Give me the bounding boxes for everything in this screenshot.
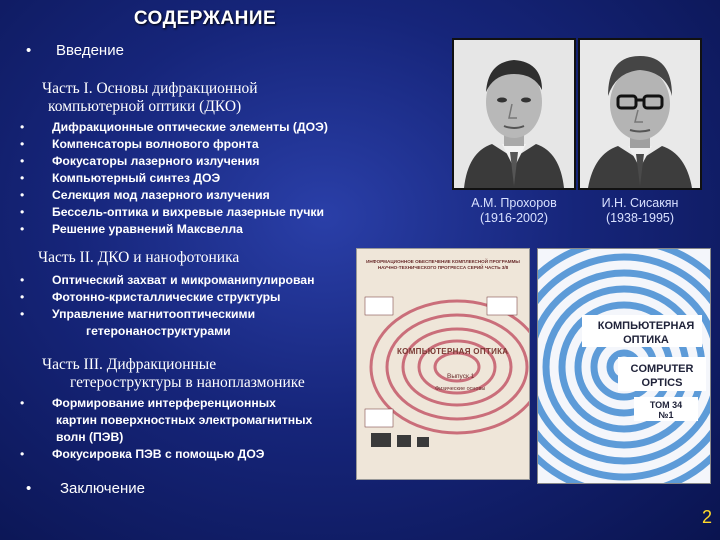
book2-number-label: №1 [658, 410, 674, 420]
list-item: • Управление магнитооптическими [20, 307, 256, 321]
book-cover-computer-optics-issue1 [356, 248, 530, 480]
list-item-continued: волн (ПЭВ) [56, 430, 124, 444]
bullet-icon: • [20, 154, 25, 168]
part3-line1: Часть III. Дифракционные [42, 356, 217, 373]
bullet-icon: • [20, 120, 25, 134]
portrait-sisakyan [578, 38, 702, 190]
bullet-icon: • [20, 137, 25, 151]
bullet-icon: • [20, 188, 25, 202]
page-number: 2 [701, 507, 712, 527]
bullet-icon: • [20, 307, 25, 321]
list-item: • Селекция мод лазерного излучения [20, 188, 270, 202]
bullet-icon: • [20, 273, 25, 287]
list-item: • Компенсаторы волнового фронта [20, 137, 259, 151]
list-item: • Компьютерный синтез ДОЭ [20, 171, 221, 185]
list-item: • Дифракционные оптические элементы (ДОЭ) [20, 120, 328, 134]
list-item: • Формирование интерференционных [20, 396, 276, 410]
list-item: • Оптический захват и микроманипулирован [20, 273, 315, 287]
part3-heading [42, 356, 305, 392]
bullet-icon: • [26, 42, 32, 59]
part3-list [20, 395, 312, 463]
list-item: • Фокусировка ПЭВ с помощью ДОЭ [20, 447, 265, 461]
caption-years: (1916-2002) [479, 211, 549, 225]
slide-title: СОДЕРЖАНИЕ [133, 8, 277, 29]
book2-title-en: COMPUTER OPTICS [630, 363, 694, 389]
part1-heading [42, 80, 258, 116]
book2-title-ru: КОМПЬЮТЕРНАЯ ОПТИКА [597, 320, 695, 346]
caption-sisakyan [578, 196, 702, 226]
book1-subtitle: Физические основы [435, 386, 486, 392]
bullet-icon: • [26, 480, 32, 497]
book1-header: ИНФОРМАЦИОННОЕ ОБЕСПЕЧЕНИЕ КОМПЛЕКСНОЙ ПРОГРАММЫ НАУЧНО-ТЕХНИЧЕСКОГО ПРОГРЕССА СЕРИЙ ЧАСТЬ 3/8 [366, 259, 520, 270]
list-item: • Фотонно-кристаллические структуры [20, 290, 281, 304]
book2-volume [636, 400, 696, 420]
caption-prokhorov [452, 196, 576, 226]
caption-name: И.Н. Сисакян [601, 196, 679, 210]
part1-line2: компьютерной оптики (ДКО) [48, 98, 242, 115]
list-item: • Бессель-оптика и вихревые лазерные пучки [20, 205, 324, 219]
portrait-prokhorov [452, 38, 576, 190]
part3-line2: гетероструктуры в наноплазмонике [70, 374, 305, 391]
intro-label: Введение [56, 42, 124, 59]
bullet-icon: • [20, 205, 25, 219]
book2-volume-label: ТОМ 34 [649, 400, 683, 410]
list-item: • Фокусаторы лазерного излучения [20, 154, 260, 168]
part2-list [20, 272, 314, 340]
bullet-icon: • [20, 396, 25, 410]
book1-issue: Выпуск 1 [447, 373, 475, 380]
book1-title: КОМПЬЮТЕРНАЯ ОПТИКА [397, 347, 509, 356]
book-cover-computer-optics-vol34 [537, 248, 711, 484]
list-item-continued: картин поверхностных электромагнитных [56, 413, 313, 427]
list-item-continued: гетеронаноструктурами [86, 324, 231, 338]
bullet-icon: • [20, 447, 25, 461]
part1-list [20, 119, 328, 238]
conclusion-label: Заключение [60, 480, 145, 497]
caption-name: А.М. Прохоров [471, 196, 557, 210]
bullet-icon: • [20, 171, 25, 185]
bullet-icon: • [20, 290, 25, 304]
list-item: • Решение уравнений Максвелла [20, 222, 243, 236]
bullet-icon: • [20, 222, 25, 236]
caption-years: (1938-1995) [605, 211, 675, 225]
part1-line1: Часть I. Основы дифракционной [42, 80, 258, 97]
interference-pattern-icon [357, 249, 529, 479]
part2-heading: Часть II. ДКО и нанофотоника [38, 249, 240, 266]
